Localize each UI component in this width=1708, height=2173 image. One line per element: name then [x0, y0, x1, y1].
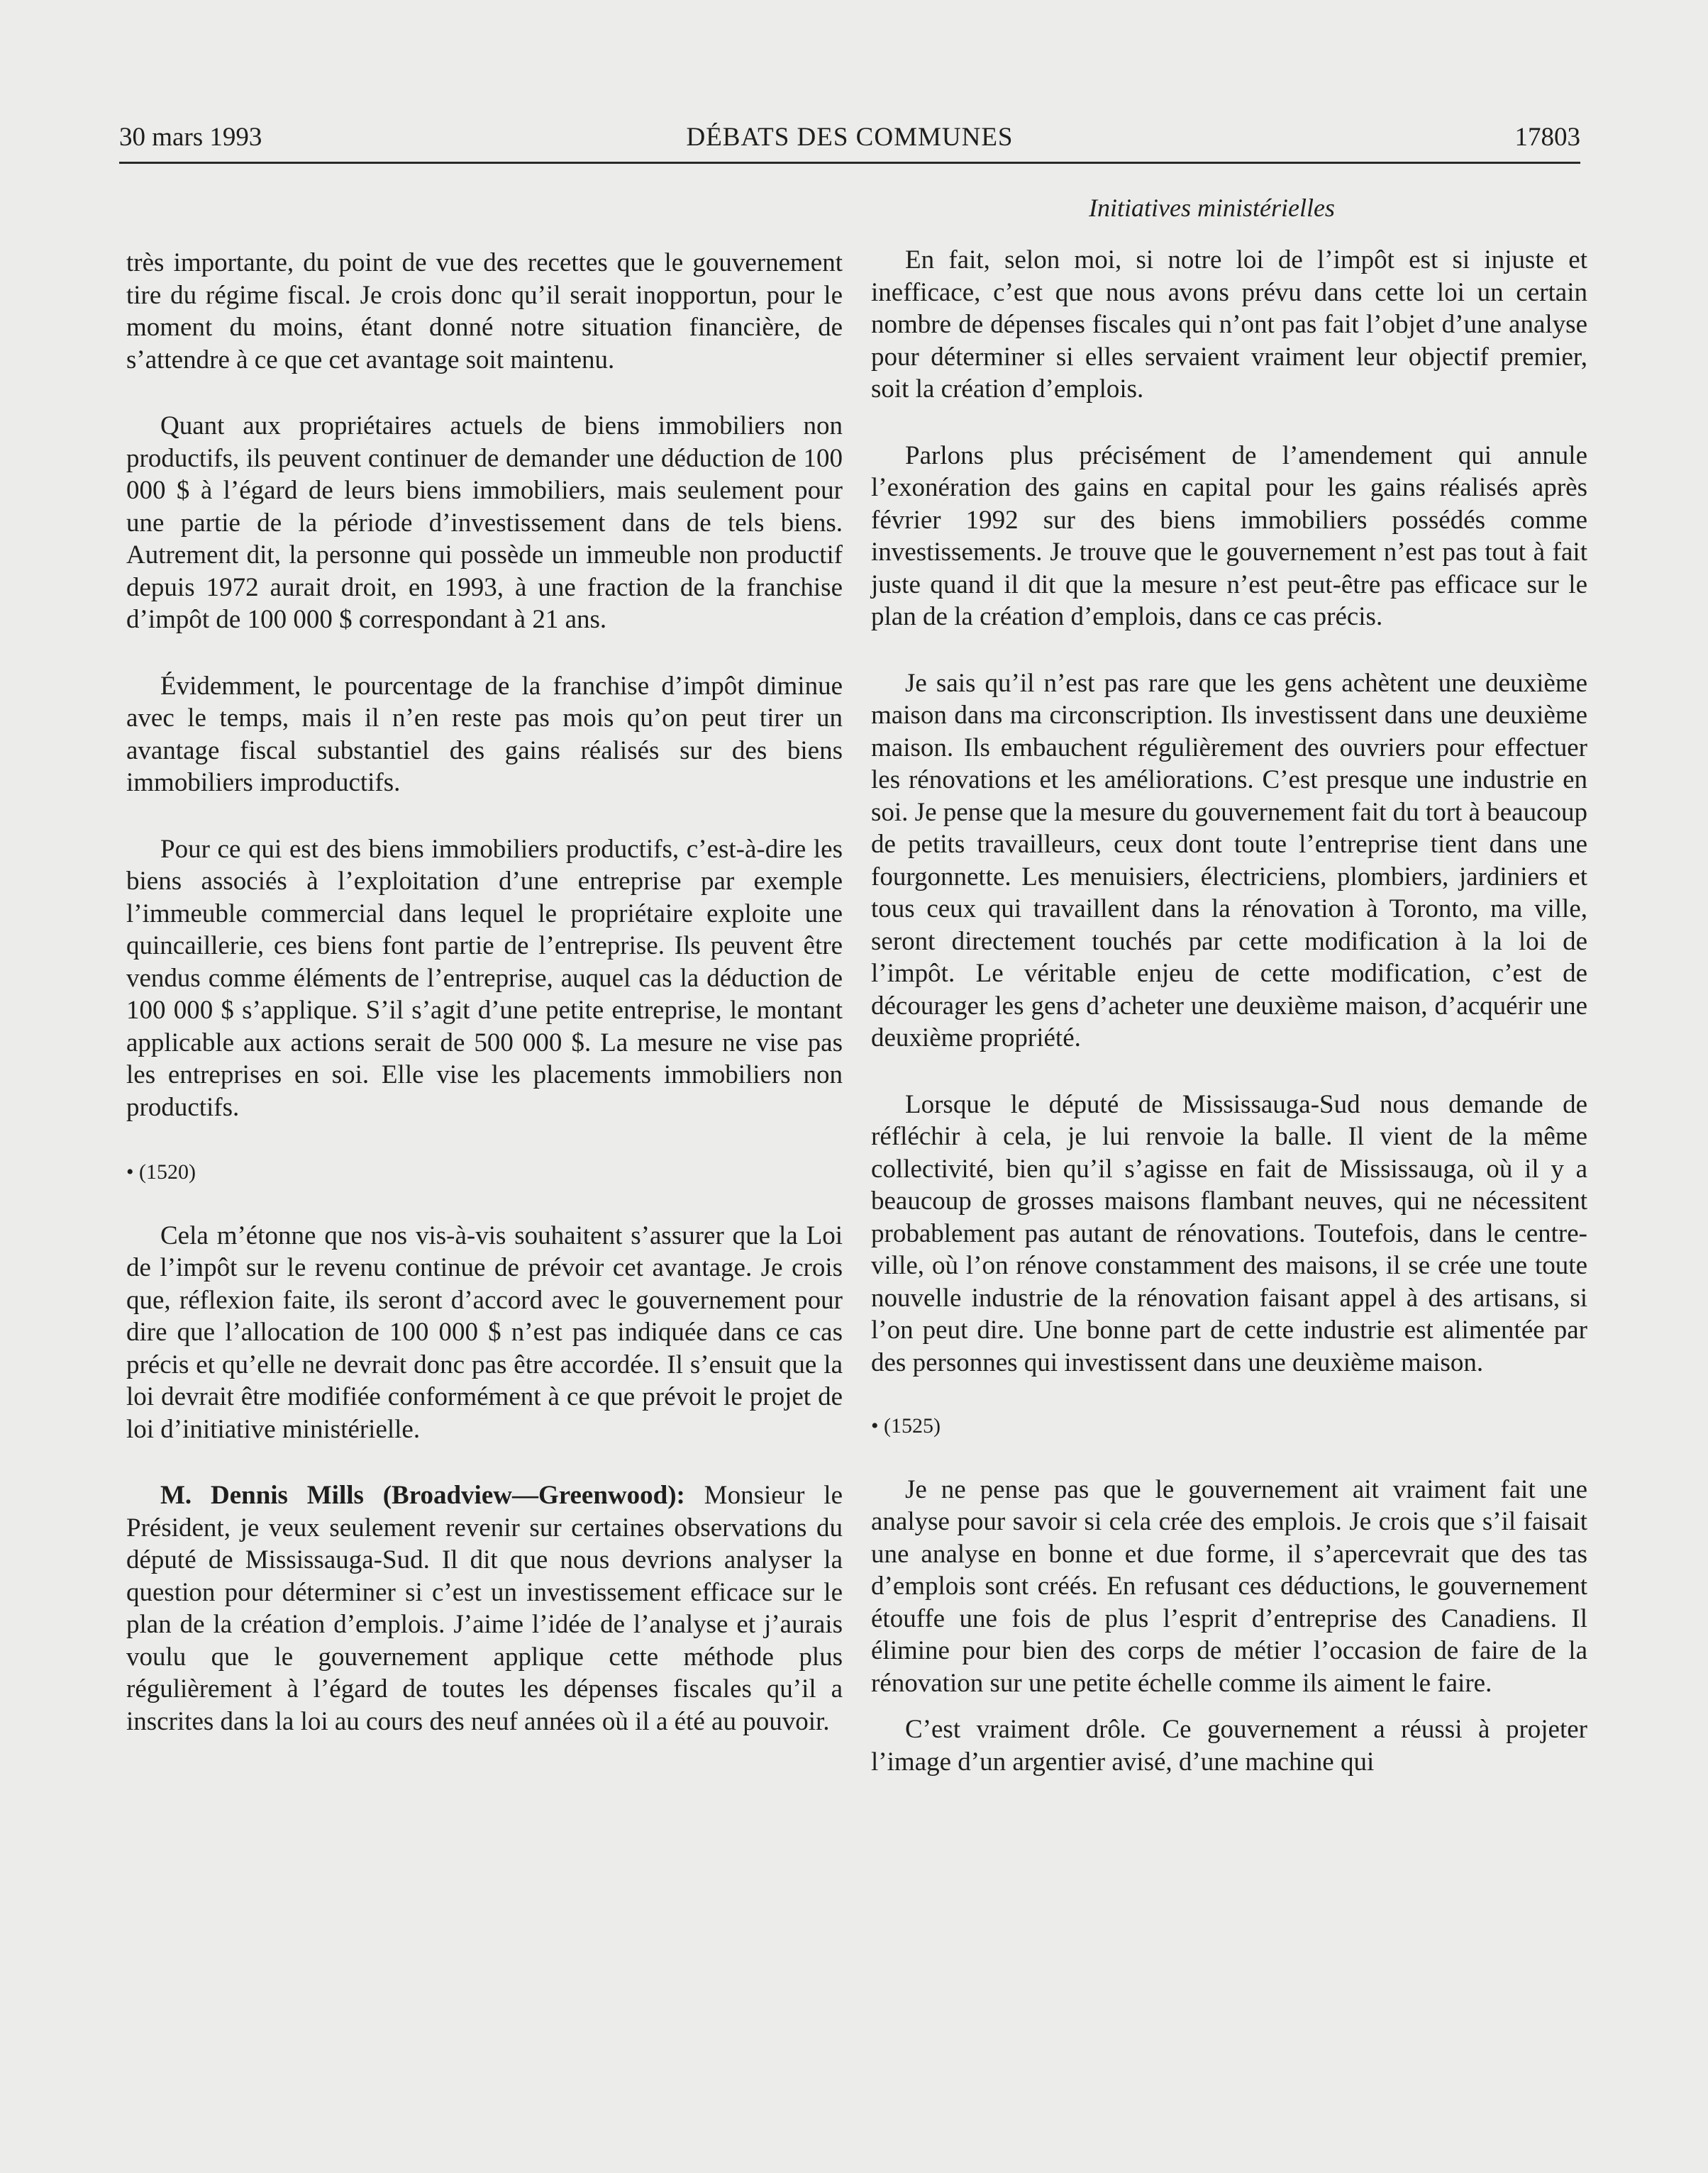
right-column: [871, 244, 1587, 1778]
section-title: Initiatives ministérielles: [1089, 194, 1335, 222]
page-header: [119, 122, 1580, 162]
header-date: 30 mars 1993: [119, 123, 262, 152]
left-paragraph-1: très importante, du point de vue des recettes que le gouvernement tire du régime fiscal. Je crois donc qu’il serait inopportun, pour le moment du moins, étant donné notre situation financière, de s’attendre à ce que cet avantage soit maintenu.: [126, 248, 843, 374]
right-paragraph-1: En fait, selon moi, si notre loi de l’impôt est si injuste et inefficace, c’est que nous avons prévu dans cette loi un certain nombre de dépenses fiscales qui n’ont pas fait l’objet d’une analyse pour déterminer si elles servaient vraiment leur objectif premier, soit la création d’emplois.: [871, 245, 1587, 404]
right-paragraph-6: C’est vraiment drôle. Ce gouvernement a réussi à projeter l’image d’un argentier avisé, d’une machine qui: [871, 1715, 1587, 1777]
right-paragraph-5: Je ne pense pas que le gouvernement ait vraiment fait une analyse pour savoir si cela crée des emplois. Je crois que s’il faisait une analyse en bonne et due forme, il s’apercevrait que des tas d’emplois sont créés. En refusant ces déductions, le gouvernement étouffe une fois de plus l’esprit d’entreprise des Canadiens. Il élimine pour bien des corps de métier l’occasion de faire de la rénovation sur une petite échelle comme ils aiment le faire.: [871, 1474, 1587, 1698]
header-page-number: 17803: [1514, 123, 1580, 152]
left-column: [126, 247, 843, 1738]
header-rule: [119, 162, 1580, 164]
left-paragraph-4: Pour ce qui est des biens immobiliers productifs, c’est-à-dire les biens associés à l’exploitation d’une entreprise par exemple l’immeuble commercial dans lequel le propriétaire exploite une quincaillerie, ces biens font partie de l’entreprise. Ils peuvent être vendus comme éléments de l’entreprise, auquel cas la déduction de 100 000 $ s’applique. S’il s’agit d’une petite entreprise, le montant applicable aux actions serait de 500 000 $. La mesure ne vise pas les entreprises en soi. Elle vise les placements immobiliers non productifs.: [126, 834, 843, 1122]
right-paragraph-4: Lorsque le député de Mississauga-Sud nous demande de réfléchir à cela, je lui renvoie la balle. Il vient de la même collectivité, bien qu’il s’agisse en fait de Mississauga, où il y a beaucoup de grosses maisons flambant neuves, qui ne nécessitent probablement pas autant de rénovations. Toutefois, dans le centre-ville, où l’on rénove constamment des maisons, il se crée une toute nouvelle industrie de la rénovation faisant appel à des artisans, si l’on peut dire. Une bonne part de cette industrie est alimentée par des personnes qui investissent dans une deuxième maison.: [871, 1089, 1587, 1377]
left-paragraph-6: [126, 1479, 843, 1738]
speaker-name: M. Dennis Mills (Broadview—Greenwood):: [160, 1481, 685, 1510]
time-marker-1525: • (1525): [871, 1414, 941, 1438]
left-paragraph-2: Quant aux propriétaires actuels de biens immobiliers non productifs, ils peuvent continuer de demander une déduction de 100 000 $ à l’égard de leurs biens immobiliers, mais seulement pour une partie de la période d’investissement dans de tels biens. Autrement dit, la personne qui possède un immeuble non productif depuis 1972 aurait droit, en 1993, à une fraction de la franchise d’impôt de 100 000 $ correspondant à 21 ans.: [126, 411, 843, 634]
left-paragraph-5: Cela m’étonne que nos vis-à-vis souhaitent s’assurer que la Loi de l’impôt sur le revenu continue de prévoir cet avantage. Je crois que, réflexion faite, ils seront d’accord avec le gouvernement pour dire que l’allocation de 100 000 $ n’est pas indiquée dans ce cas précis et qu’elle ne devrait donc pas être accordée. Il s’ensuit que la loi devrait être modifiée conformément à ce que prévoit le projet de loi d’initiative ministérielle.: [126, 1221, 843, 1444]
left-paragraph-3: Évidemment, le pourcentage de la franchise d’impôt diminue avec le temps, mais il n’en reste pas mois qu’on peut tirer un avantage fiscal substantiel des gains réalisés sur des biens immobiliers improductifs.: [126, 671, 843, 797]
time-marker-1520: • (1520): [126, 1160, 196, 1184]
speaker-text: Monsieur le Président, je veux seulement revenir sur certaines observations du député de Mississauga-Sud. Il dit que nous devrions analyser la question pour déterminer si c’est un investissement efficace sur le plan de la création d’emplois. J’aime l’idée de l’analyse et j’aurais voulu que le gouvernement applique cette méthode plus régulièrement à l’égard de toutes les dépenses fiscales qu’il a inscrites dans la loi au cours des neuf années où il a été au pouvoir.: [126, 1481, 843, 1736]
right-paragraph-2: Parlons plus précisément de l’amendement qui annule l’exonération des gains en capital pour les gains réalisés après février 1992 sur des biens immobiliers possédés comme investissements. Je trouve que le gouvernement n’est pas tout à fait juste quand il dit que la mesure n’est peut-être pas efficace sur le plan de la création d’emplois, dans ce cas précis.: [871, 440, 1587, 631]
header-title: DÉBATS DES COMMUNES: [686, 123, 1014, 152]
right-paragraph-3: Je sais qu’il n’est pas rare que les gens achètent une deuxième maison dans ma circonscription. Ils investissent dans une deuxième maison. Ils embauchent régulièrement des ouvriers pour effectuer les rénovations et les améliorations. C’est presque une industrie en soi. Je pense que la mesure du gouvernement fait du tort à beaucoup de petits travailleurs, ceux dont toute l’entreprise tient dans une fourgonnette. Les menuisiers, électriciens, plombiers, jardiniers et tous ceux qui travaillent dans la rénovation à Toronto, ma ville, seront directement touchés par cette modification à la loi de l’impôt. Le véritable enjeu de cette modification, c’est de décourager les gens d’acheter une deuxième maison, d’acquérir une deuxième propriété.: [871, 668, 1587, 1052]
